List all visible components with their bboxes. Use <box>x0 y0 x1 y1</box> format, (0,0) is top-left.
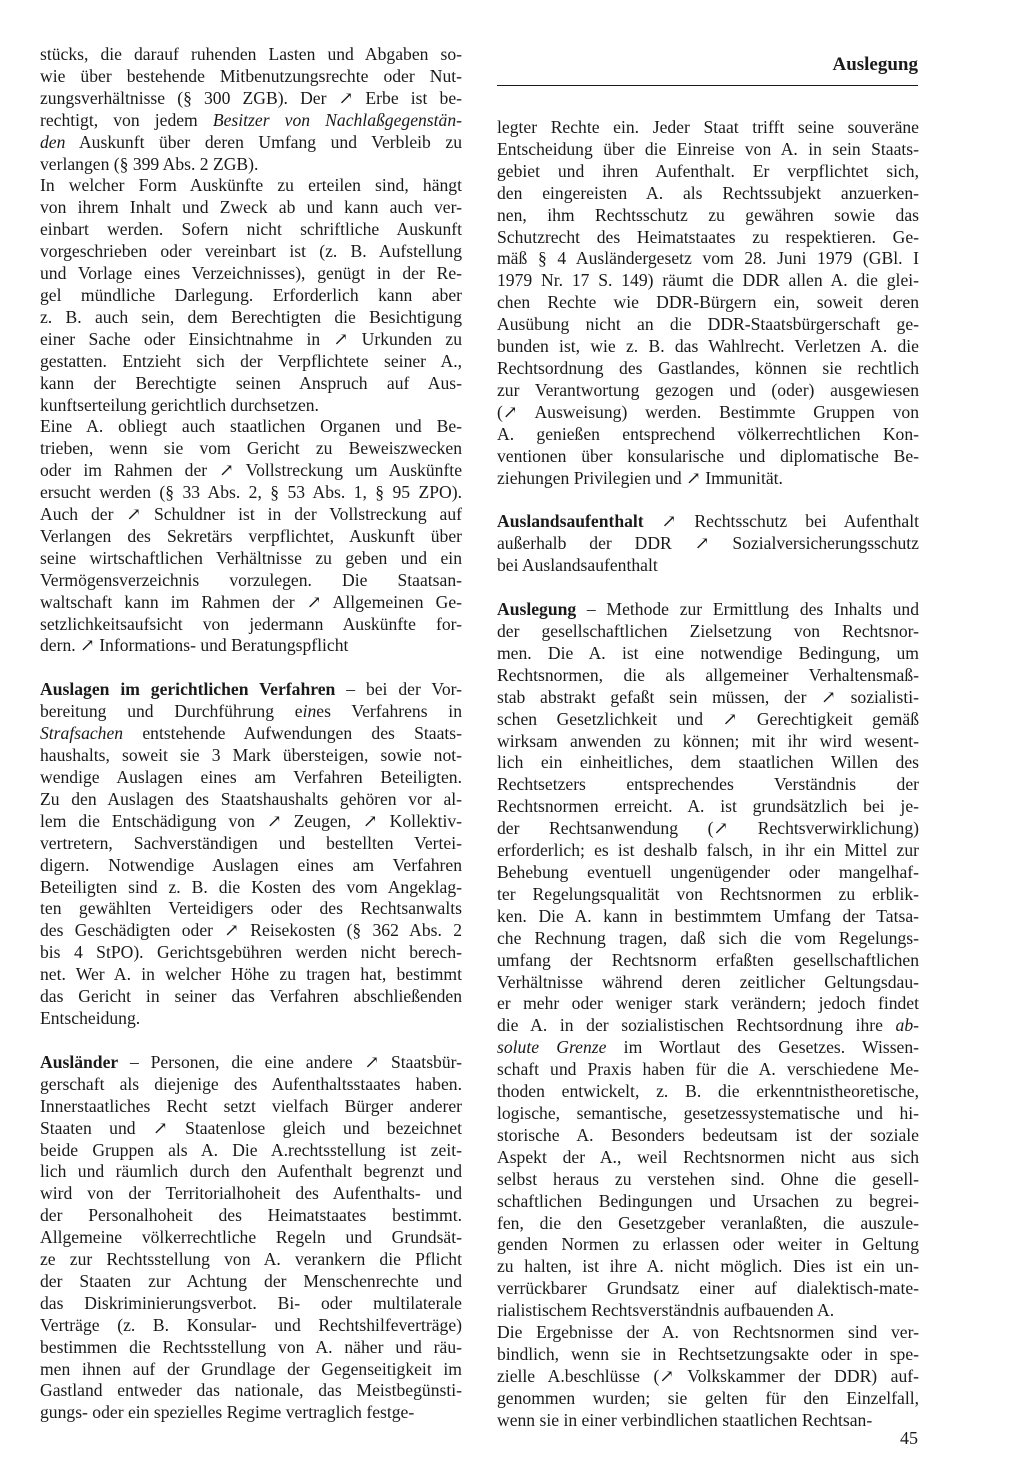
text-line: Gastland entweder das nationale, das Meistbegünsti- <box>40 1380 462 1401</box>
text-line: gungs- oder ein spezielles Regime vertraglich festge- <box>40 1402 415 1423</box>
page-number: 45 <box>900 1428 918 1448</box>
text-line: Verhältnisse während deren zeitlicher Geltungsdau- <box>497 971 919 992</box>
text-line: das Diskriminierungsverbot. Bi- oder multilaterale <box>40 1292 462 1313</box>
text-line: logische, semantische, gesetzessystematische und hi- <box>497 1102 919 1123</box>
text-line: net. Wer A. in welcher Höhe zu tragen hat, bestimmt <box>40 964 462 985</box>
right-column <box>497 117 919 1432</box>
text-line: vorgeschrieben oder vereinbart ist (z. B. Aufstellung <box>40 241 462 262</box>
left-paragraph <box>40 1052 462 1424</box>
text-line: Rechtsnormen, die als allgemeiner Verhaltensmaß- <box>497 664 919 685</box>
text-line: wendige Auslagen eines am Verfahren Beteiligten. <box>40 767 462 787</box>
left-column <box>40 44 462 1424</box>
header-rule <box>497 85 918 86</box>
text-line: che Rechnung tragen, daß sich die vom Regelungs- <box>497 927 919 948</box>
text-line: umfang der Rechtsnorm erfaßten gesellschaftlichen <box>497 949 919 970</box>
text-line: solute Grenze im Wortlaut des Gesetzes. Wissen- <box>497 1037 919 1058</box>
text-line: Staaten und ↗ Staatenlose gleich und bezeichnet <box>40 1117 462 1138</box>
text-line: Auslegung – Methode zur Ermittlung des Inhalts und <box>497 599 919 620</box>
text-line: beide Gruppen als A. Die A.rechtsstellung ist zeit- <box>40 1139 462 1160</box>
text-line: lem die Entschädigung von ↗ Zeugen, ↗ Kollektiv- <box>40 810 462 831</box>
text-line: einer Sache oder Einsichtnahme in ↗ Urkunden zu <box>40 328 462 349</box>
text-line: Rechtsnormen erreicht. A. ist grundsätzlich bei je- <box>497 796 919 817</box>
text-line: Entscheidung. <box>40 1007 141 1028</box>
text-line: vertretern, Sachverständigen und bestellten Vertei- <box>40 832 462 853</box>
text-line: Die Ergebnisse der A. von Rechtsnormen sind ver- <box>497 1322 919 1343</box>
text-line: zur Verantwortung gezogen und (oder) ausgewiesen <box>497 379 919 400</box>
text-line: verrückbarer Grundsatz einer auf dialektisch-mate- <box>497 1278 919 1299</box>
text-line: der gesellschaftlichen Zielsetzung von Rechtsnor- <box>497 621 919 642</box>
text-line: haushalts, soweit sie 3 Mark übersteigen, sowie not- <box>40 745 462 766</box>
headword: Auslandsaufenthalt <box>497 511 644 532</box>
text-line: trieben, wenn sie vom Gericht zu Beweiszwecken <box>40 438 462 459</box>
text-line: den Auskunft über deren Umfang und Verbleib zu <box>40 131 462 152</box>
text-line: legter Rechte ein. Jeder Staat trifft seine souveräne <box>497 117 919 137</box>
text-line: ze zur Rechtsstellung von A. verankern die Pflicht <box>40 1249 462 1270</box>
text-line: Innerstaatliches Recht setzt vielfach Bürger anderer <box>40 1095 462 1116</box>
left-paragraph <box>40 416 462 657</box>
text-line: mäß § 4 Ausländergesetz vom 28. Juni 1979 (GBl. I <box>497 248 919 269</box>
text-line: bis 4 StPO). Gerichtsgebühren werden nicht berech- <box>40 942 462 963</box>
text-line: lich und räumlich durch den Aufenthalt begrenzt und <box>40 1161 462 1182</box>
text-line: lich ein einheitliches, dem staatlichen Willen des <box>497 752 919 773</box>
text-line: die A. in der sozialistischen Rechtsordnung ihre ab- <box>497 1015 919 1036</box>
text-line: fen, die den Gesetzgeber veranlaßten, die auszule- <box>497 1212 919 1233</box>
text-line: Verlangen des Sekretärs verpflichtet, Auskunft über <box>40 525 462 546</box>
text-line: bindlich, wenn sie in Rechtsetzungsakte oder in spe- <box>497 1343 919 1364</box>
text-line: In welcher Form Auskünfte zu erteilen sind, hängt <box>40 175 462 196</box>
text-line: Allgemeine völkerrechtliche Regeln und Grundsät- <box>40 1227 462 1248</box>
text-line: Auslandsaufenthalt ↗ Rechtsschutz bei Aufenthalt <box>497 511 919 532</box>
text-line: setzlichkeitsaufsicht von jedermann Auskünfte for- <box>40 613 462 634</box>
text-line: einbart werden. Sofern nicht schriftliche Auskunft <box>40 219 462 240</box>
text-line: der Staaten zur Achtung der Menschenrechte und <box>40 1270 462 1291</box>
left-paragraph <box>40 679 462 1030</box>
right-paragraph <box>497 511 919 577</box>
text-line: ken. Die A. kann in bestimmtem Umfang der Tatsa- <box>497 905 919 926</box>
right-paragraph <box>497 1322 919 1432</box>
text-line: Entscheidung über die Einreise von A. in sein Staats- <box>497 138 919 159</box>
left-paragraph <box>40 175 462 416</box>
text-line: digern. Notwendige Auslagen eines am Verfahren <box>40 854 462 875</box>
right-paragraph <box>497 117 919 489</box>
text-line: genommen wurden; sie gelten für den Einzelfall, <box>497 1387 919 1408</box>
text-line: gestatten. Entzieht sich der Verpflichtete seiner A., <box>40 350 462 371</box>
text-line: wirksam anwenden zu können; mit ihr wird wesent- <box>497 730 919 751</box>
text-line: Ausübung nicht an die DDR-Staatsbürgerschaft ge- <box>497 314 919 335</box>
text-line: des Geschädigten oder ↗ Reisekosten (§ 362 Abs. 2 <box>40 920 462 941</box>
text-line: ter Regelungsqualität von Rechtsnormen zu erblik- <box>497 883 919 904</box>
text-line: bereitung und Durchführung eines Verfahrens in <box>40 701 462 722</box>
text-line: außerhalb der DDR ↗ Sozialversicherungsschutz <box>497 533 919 554</box>
text-line: men ihnen auf der Grundlage der Gegenseitigkeit im <box>40 1358 462 1379</box>
text-line: zungsverhältnisse (§ 300 ZGB). Der ↗ Erbe ist be- <box>40 87 462 108</box>
headword: Auslegung <box>497 599 577 620</box>
text-line: dern. ↗ Informations- und Beratungspflicht <box>40 635 349 656</box>
text-line: ersucht werden (§ 33 Abs. 2, § 53 Abs. 1, § 95 ZPO). <box>40 482 462 503</box>
text-line: verlangen (§ 399 Abs. 2 ZGB). <box>40 153 259 174</box>
text-line: das Gericht in seiner das Verfahren abschließenden <box>40 986 462 1007</box>
text-line: und Vorlage eines Verzeichnisses), genügt in der Re- <box>40 263 462 284</box>
text-line: seine wirtschaftlichen Verhältnisse zu geben und ein <box>40 547 462 568</box>
text-line: erforderlich; es ist deshalb falsch, in ihr ein Mittel zur <box>497 840 919 861</box>
text-line: schaft und Praxis haben für die A. verschiedene Me- <box>497 1059 919 1080</box>
text-line: storische A. Besonders bedeutsam ist der soziale <box>497 1124 919 1145</box>
text-line: der Personalhoheit des Heimatstaates bestimmt. <box>40 1205 462 1226</box>
text-line: Aspekt der A., weil Rechtsnormen nicht aus sich <box>497 1146 919 1167</box>
right-paragraph <box>497 599 919 1322</box>
text-line: bunden ist, wie z. B. das Wahlrecht. Verletzen A. die <box>497 336 919 357</box>
text-line: er mehr oder weniger stark verändern; jedoch findet <box>497 993 919 1014</box>
text-line: waltschaft kann im Rahmen der ↗ Allgemeinen Ge- <box>40 591 462 612</box>
text-line: Ausländer – Personen, die eine andere ↗ Staatsbür- <box>40 1051 462 1072</box>
text-line: men. Die A. ist eine notwendige Bedingung, um <box>497 642 919 663</box>
text-line: chen Rechte wie DDR-Bürgern ein, soweit deren <box>497 292 919 313</box>
text-line: Auch der ↗ Schuldner ist in der Vollstreckung auf <box>40 504 462 525</box>
text-line: gebiet und ihren Aufenthalt. Er verpflichtet sich, <box>497 160 919 181</box>
text-line: schen Gesetzlichkeit und ↗ Gerechtigkeit gemäß <box>497 708 919 729</box>
text-line: ziehungen Privilegien und ↗ Immunität. <box>497 467 783 488</box>
text-line: bei Auslandsaufenthalt <box>497 555 658 576</box>
text-line: stab abstrakt gefaßt sein müssen, der ↗ sozialisti- <box>497 686 919 707</box>
text-line: Eine A. obliegt auch staatlichen Organen und Be- <box>40 416 462 437</box>
text-line: bestimmen die Rechtsstellung von A. näher und räu- <box>40 1336 462 1357</box>
text-line: den eingereisten A. als Rechtssubjekt anzuerken- <box>497 182 919 203</box>
text-line: schaftlichen Bedingungen und Ursachen zu begrei- <box>497 1190 919 1211</box>
text-line: der Rechtsanwendung (↗ Rechtsverwirklichung) <box>497 818 919 839</box>
headword: Ausländer <box>40 1051 119 1072</box>
text-line: z. B. auch sein, dem Berechtigten die Besichtigung <box>40 306 462 327</box>
text-line: selbst heraus zu verstehen sind. Ohne die gesell- <box>497 1168 919 1189</box>
text-line: (↗ Ausweisung) werden. Bestimmte Gruppen von <box>497 401 919 422</box>
text-line: zu halten, ist ihre A. nicht möglich. Dies ist ein un- <box>497 1256 919 1277</box>
text-line: Verträge (z. B. Konsular- und Rechtshilfeverträge) <box>40 1314 462 1335</box>
text-line: von ihrem Inhalt und Zweck ab und kann auch ver- <box>40 197 462 218</box>
text-line: Behebung eventuell ungenügender oder mangelhaf- <box>497 862 919 882</box>
text-line: kann der Berechtigte seinen Anspruch auf Aus- <box>40 372 462 393</box>
left-paragraph <box>40 44 462 175</box>
text-line: Rechtsetzers entsprechendes Verständnis der <box>497 774 919 795</box>
text-line: rechtigt, von jedem Besitzer von Nachlaßgegenstän- <box>40 109 462 130</box>
text-line: Schutzrecht des Heimatstaates zu respektieren. Ge- <box>497 226 919 247</box>
text-line: Zu den Auslagen des Staatshaushalts gehören vor al- <box>40 788 462 809</box>
text-line: ten gewählten Verteidigers oder des Rechtsanwalts <box>40 898 462 919</box>
text-line: thoden entwickelt, z. B. die erkenntnistheoretische, <box>497 1081 919 1102</box>
text-line: nen, ihm Rechtsschutz zu gewähren sowie das <box>497 204 919 225</box>
text-line: ventionen über konsularische und diplomatische Be- <box>497 445 919 466</box>
text-line: kunftserteilung gerichtlich durchsetzen. <box>40 394 319 415</box>
headword: Auslagen im gerichtlichen Verfahren <box>40 679 336 700</box>
text-line: Auslagen im gerichtlichen Verfahren – bei der Vor- <box>40 679 462 700</box>
running-head: Auslegung <box>832 54 918 75</box>
text-line: gerschaft als diejenige des Aufenthaltsstaates haben. <box>40 1073 462 1094</box>
text-line: zielle A.beschlüsse (↗ Volkskammer der DDR) auf- <box>497 1365 919 1386</box>
text-line: genden Normen zu erlassen oder weiter in Geltung <box>497 1234 919 1255</box>
text-line: wenn sie in einer verbindlichen staatlichen Rechtsan- <box>497 1409 873 1430</box>
text-line: A. genießen entsprechend völkerrechtlichen Kon- <box>497 423 919 444</box>
text-line: wird von der Territorialhoheit des Aufenthalts- und <box>40 1183 462 1204</box>
text-line: Rechtsordnung des Gastlandes, können sie rechtlich <box>497 357 919 378</box>
text-line: rialistischem Rechtsverständnis aufbauenden A. <box>497 1300 835 1321</box>
text-line: stücks, die darauf ruhenden Lasten und Abgaben so- <box>40 44 462 64</box>
text-line: Vermögensverzeichnis vorzulegen. Die Staatsan- <box>40 569 462 590</box>
text-line: Beteiligten sind z. B. die Kosten des vom Angeklag- <box>40 876 462 897</box>
text-line: Strafsachen entstehende Aufwendungen des Staats- <box>40 723 462 744</box>
text-line: 1979 Nr. 17 S. 149) räumt die DDR allen A. die glei- <box>497 270 919 291</box>
text-line: wie über bestehende Mitbenutzungsrechte oder Nut- <box>40 65 462 86</box>
text-line: gel mündliche Darlegung. Erforderlich kann aber <box>40 284 462 305</box>
text-line: oder im Rahmen der ↗ Vollstreckung um Auskünfte <box>40 460 462 481</box>
